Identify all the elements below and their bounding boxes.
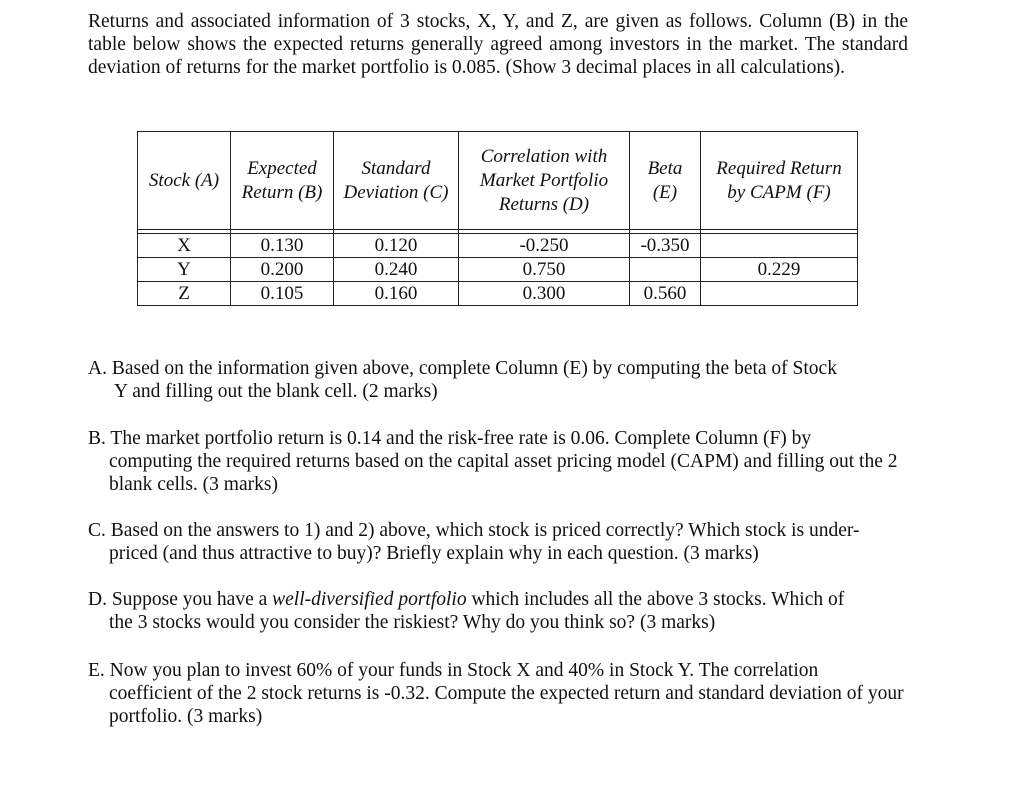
question-a-rest: Y and filling out the blank cell. (2 marks) xyxy=(114,381,438,402)
emphasis-well-diversified: well-diversified portfolio xyxy=(272,589,467,610)
cell-sd: 0.160 xyxy=(334,282,459,306)
cell-beta: 0.560 xyxy=(630,282,701,306)
intro-paragraph: Returns and associated information of 3 stocks, X, Y, and Z, are given as follows. Column (B) in the table below shows the expected returns generally agreed among investors in the market. The standard deviation of returns for the market portfolio is 0.085. (Show 3 decimal places in all calculations). xyxy=(88,11,908,78)
table-row xyxy=(138,234,858,258)
cell-sd: 0.240 xyxy=(334,258,459,282)
cell-sd: 0.120 xyxy=(334,234,459,258)
question-b-rest: computing the required returns based on the capital asset pricing model (CAPM) and filling out the 2 blank cells. (3 marks) xyxy=(109,451,898,495)
cell-corr: 0.750 xyxy=(459,258,630,282)
question-c-rest: priced (and thus attractive to buy)? Briefly explain why in each question. (3 marks) xyxy=(109,543,759,564)
question-a xyxy=(88,357,918,403)
question-e xyxy=(88,659,918,728)
table-row xyxy=(138,282,858,306)
header-required-return: Required Return by CAPM (F) xyxy=(701,132,858,230)
header-standard-deviation: Standard Deviation (C) xyxy=(334,132,459,230)
table-header-row xyxy=(138,132,858,230)
cell-corr: 0.300 xyxy=(459,282,630,306)
question-d xyxy=(88,588,918,634)
cell-required xyxy=(701,282,858,306)
question-e-line1: E. Now you plan to invest 60% of your funds in Stock X and 40% in Stock Y. The correlation xyxy=(88,660,819,681)
question-d-line1: D. Suppose you have a well-diversified portfolio which includes all the above 3 stocks. Which of xyxy=(88,589,845,610)
header-correlation: Correlation with Market Portfolio Returns (D) xyxy=(459,132,630,230)
header-beta: Beta (E) xyxy=(630,132,701,230)
question-c-line1: C. Based on the answers to 1) and 2) above, which stock is priced correctly? Which stock is under- xyxy=(88,520,860,541)
cell-expected: 0.200 xyxy=(231,258,334,282)
cell-beta: -0.350 xyxy=(630,234,701,258)
question-c xyxy=(88,519,918,565)
cell-stock: Z xyxy=(138,282,231,306)
cell-required xyxy=(701,234,858,258)
cell-required: 0.229 xyxy=(701,258,858,282)
header-expected-return: Expected Return (B) xyxy=(231,132,334,230)
question-a-line1: A. Based on the information given above, complete Column (E) by computing the beta of Stock xyxy=(88,358,837,379)
question-e-rest: coefficient of the 2 stock returns is -0.32. Compute the expected return and standard deviation of your portfolio. (3 marks) xyxy=(109,683,904,727)
table-row xyxy=(138,258,858,282)
cell-beta xyxy=(630,258,701,282)
question-d-rest: the 3 stocks would you consider the riskiest? Why do you think so? (3 marks) xyxy=(109,612,716,633)
stock-table xyxy=(137,131,858,306)
question-b-line1: B. The market portfolio return is 0.14 and the risk-free rate is 0.06. Complete Column (F) by xyxy=(88,428,812,449)
cell-stock: X xyxy=(138,234,231,258)
cell-corr: -0.250 xyxy=(459,234,630,258)
cell-expected: 0.130 xyxy=(231,234,334,258)
question-b xyxy=(88,427,918,496)
cell-stock: Y xyxy=(138,258,231,282)
cell-expected: 0.105 xyxy=(231,282,334,306)
header-stock: Stock (A) xyxy=(138,132,231,230)
